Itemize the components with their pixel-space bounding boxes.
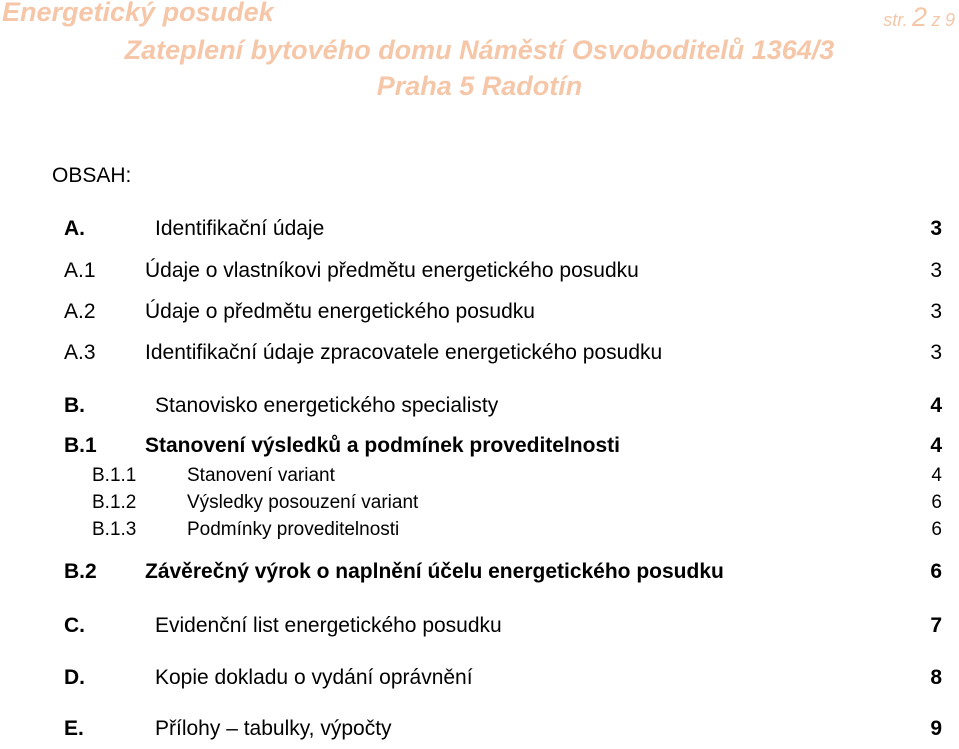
toc-entry-b2[interactable]	[0, 560, 959, 590]
toc-entry-number: B.	[64, 394, 85, 417]
toc-entry-page: 9	[930, 717, 942, 740]
toc-entry-page: 6	[931, 519, 942, 540]
toc-entry-a3[interactable]	[0, 341, 959, 371]
toc-entry-title: Výsledky posouzení variant	[187, 492, 419, 513]
toc-entry-b11[interactable]	[0, 465, 959, 495]
toc-entry-page: 8	[930, 666, 942, 689]
toc-entry-c[interactable]	[0, 614, 959, 644]
toc-entry-page: 3	[930, 300, 942, 323]
toc-entry-title: Kopie dokladu o vydání oprávnění	[155, 666, 473, 689]
toc-entry-number: B.1.3	[92, 519, 137, 540]
toc-entry-a2[interactable]	[0, 300, 959, 330]
toc-entry-d[interactable]	[0, 666, 959, 696]
toc-entry-number: A.	[64, 217, 85, 240]
toc-entry-title: Přílohy – tabulky, výpočty	[155, 717, 392, 740]
page-total: 9	[944, 10, 955, 30]
toc-heading: OBSAH:	[52, 164, 132, 187]
toc-entry-b12[interactable]	[0, 492, 959, 522]
toc-entry-number: B.1.1	[92, 465, 137, 486]
toc-entry-title: Evidenční list energetického posudku	[155, 614, 502, 637]
toc-entry-title: Identifikační údaje zpracovatele energetického posudku	[145, 341, 663, 364]
page-counter	[883, 2, 955, 33]
document-location: Praha 5 Radotín	[376, 71, 583, 101]
toc-entry-page: 6	[930, 560, 942, 583]
toc-entry-number: B.2	[64, 560, 97, 583]
toc-entry-page: 6	[931, 492, 942, 513]
toc-entry-page: 3	[930, 259, 942, 282]
toc-entry-title: Identifikační údaje	[155, 217, 325, 240]
toc-entry-b1[interactable]	[0, 434, 959, 464]
toc-entry-title: Stanovisko energetického specialisty	[155, 394, 499, 417]
toc-entry-page: 4	[931, 465, 942, 486]
page-separator: z	[931, 10, 941, 30]
toc-entry-number: B.1	[64, 434, 97, 457]
toc-entry-title: Stanovení variant	[187, 465, 335, 486]
toc-entry-number: A.3	[64, 341, 96, 364]
toc-entry-page: 3	[930, 217, 942, 240]
document-subtitle: Zateplení bytového domu Náměstí Osvoboditelů 1364/3	[124, 35, 835, 65]
toc-entry-b13[interactable]	[0, 519, 959, 549]
toc-entry-number: C.	[64, 614, 85, 637]
toc-entry-a[interactable]	[0, 217, 959, 247]
toc-entry-page: 4	[930, 434, 942, 457]
toc-entry-page: 7	[930, 614, 942, 637]
toc-entry-number: E.	[64, 717, 84, 740]
toc-entry-title: Závěrečný výrok o naplnění účelu energetického posudku	[145, 560, 724, 583]
toc-entry-page: 4	[930, 394, 942, 417]
toc-entry-number: A.2	[64, 300, 96, 323]
toc-entry-number: D.	[64, 666, 85, 689]
toc-entry-number: A.1	[64, 259, 96, 282]
toc-entry-a1[interactable]	[0, 259, 959, 289]
toc-entry-title: Údaje o předmětu energetického posudku	[145, 300, 535, 323]
toc-entry-title: Podmínky proveditelnosti	[187, 519, 400, 540]
toc-entry-title: Údaje o vlastníkovi předmětu energetického posudku	[145, 259, 639, 282]
toc-entry-b[interactable]	[0, 394, 959, 424]
toc-entry-number: B.1.2	[92, 492, 137, 513]
page-prefix: str.	[883, 10, 908, 30]
document-title: Energetický posudek	[2, 0, 274, 27]
toc-entry-e[interactable]	[0, 717, 959, 747]
toc-entry-title: Stanovení výsledků a podmínek proveditelnosti	[145, 434, 620, 457]
page-current: 2	[912, 2, 928, 32]
toc-entry-page: 3	[930, 341, 942, 364]
page-header	[0, 0, 959, 110]
